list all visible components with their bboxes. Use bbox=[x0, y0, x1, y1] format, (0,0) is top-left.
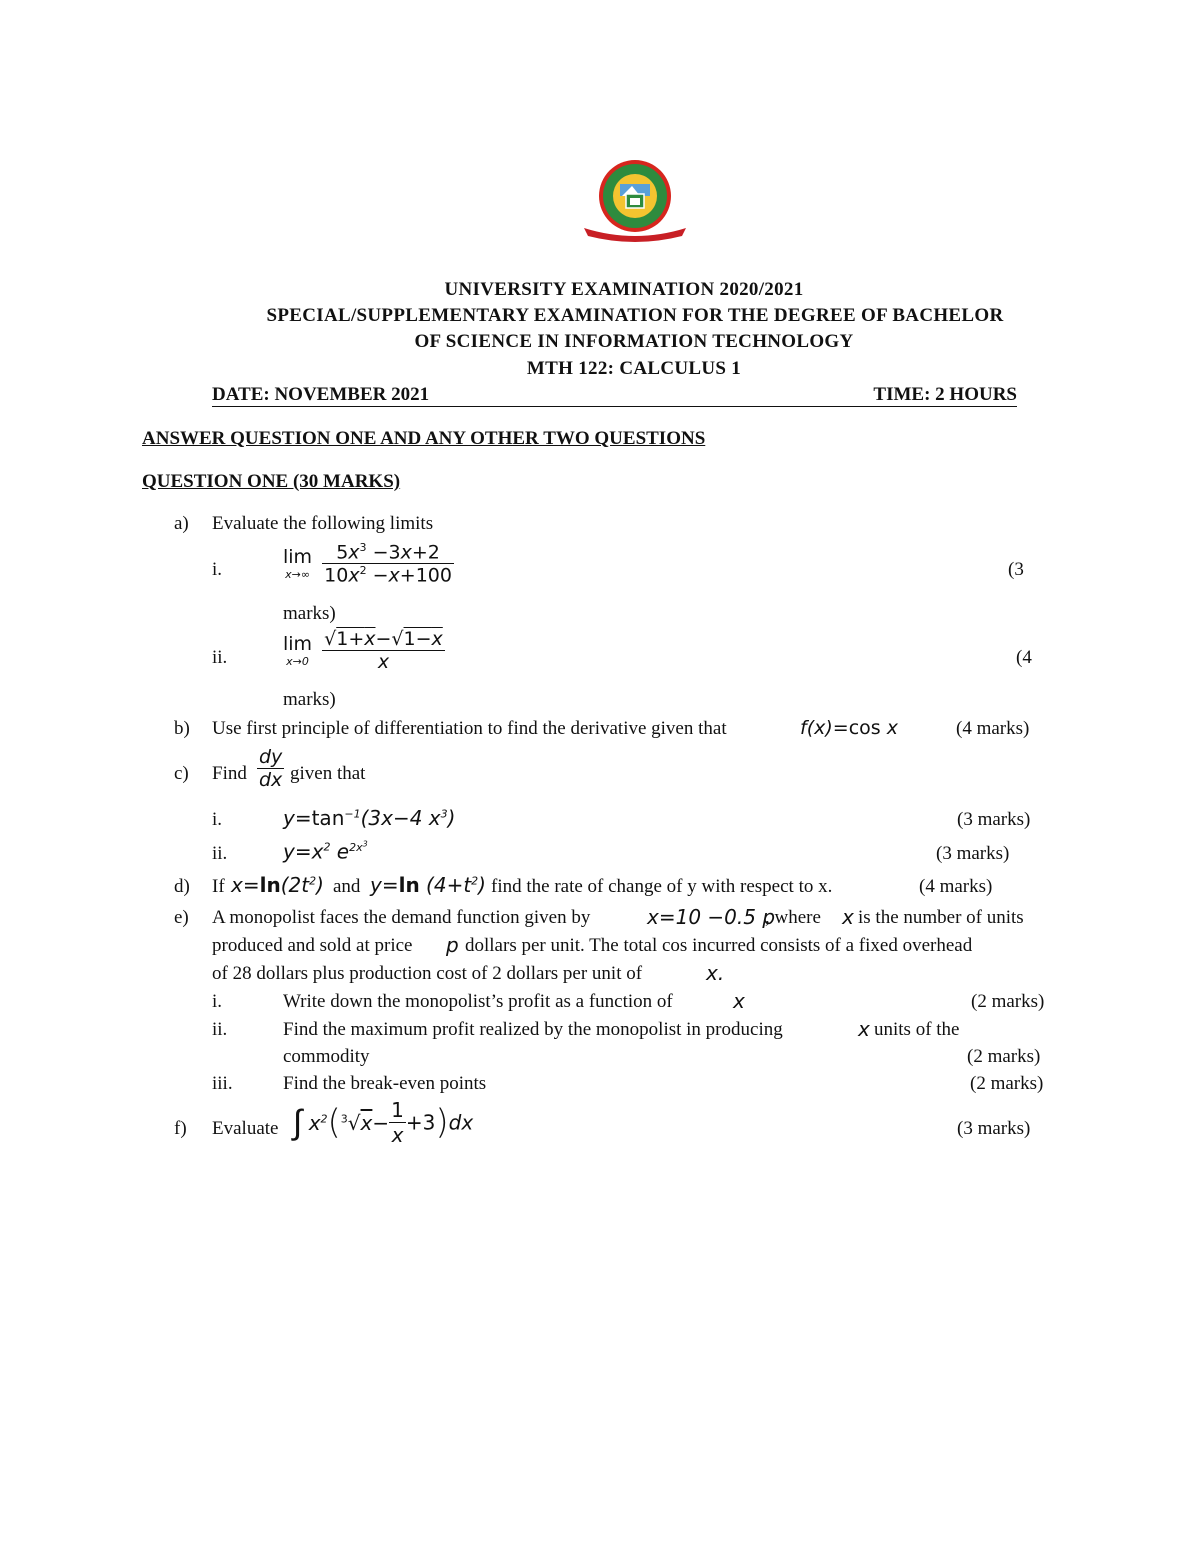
question-text: is the number of units bbox=[858, 907, 1024, 928]
function-expression: f(x)=cos x bbox=[800, 717, 898, 739]
item-label: f) bbox=[174, 1118, 187, 1139]
question-text: find the rate of change of y with respect to x. bbox=[491, 876, 833, 897]
exam-title: UNIVERSITY EXAMINATION 2020/2021 bbox=[444, 279, 804, 300]
variable-x: x bbox=[842, 905, 854, 929]
marks: (2 marks) bbox=[967, 1046, 1041, 1067]
question-text: of 28 dollars plus production cost of 2 dollars per unit of bbox=[212, 963, 643, 984]
item-label: a) bbox=[174, 513, 189, 534]
course-title: MTH 122: CALCULUS 1 bbox=[526, 358, 742, 379]
university-crest-logo bbox=[582, 158, 690, 242]
equation-d-x: $x=\ln(2t^2)$ bbox=[231, 873, 324, 897]
limit-expression-2: lim x→0 $\frac{√1+x-√1-x}{x}$ bbox=[283, 628, 443, 673]
marks: (4 marks) bbox=[956, 718, 1030, 739]
marks: (4 marks) bbox=[919, 876, 993, 897]
sub-label: i. bbox=[212, 809, 223, 830]
question-one-title: QUESTION ONE (30 MARKS) bbox=[142, 471, 401, 492]
question-text: dollars per unit. The total cos incurred consists of a fixed overhead bbox=[465, 935, 973, 956]
variable-p: p bbox=[446, 933, 459, 957]
marks: marks) bbox=[283, 689, 336, 710]
marks: (3 marks) bbox=[936, 843, 1010, 864]
sub-label: i. bbox=[212, 559, 223, 580]
exam-time: TIME: 2 HOURS bbox=[873, 384, 1017, 405]
item-label: e) bbox=[174, 907, 189, 928]
item-label: b) bbox=[174, 718, 190, 739]
variable-x: x. bbox=[706, 961, 725, 985]
variable-x: x bbox=[858, 1017, 870, 1041]
marks: (2 marks) bbox=[970, 1073, 1044, 1094]
marks: (3 marks) bbox=[957, 809, 1031, 830]
question-text: Find the break-even points bbox=[283, 1073, 487, 1094]
marks: (3 bbox=[1008, 559, 1024, 580]
dy-dx-fraction: $\frac{dy}{dx}$ bbox=[259, 746, 283, 791]
demand-function: x=10 −0.5 p bbox=[647, 905, 776, 929]
marks: (3 marks) bbox=[957, 1118, 1031, 1139]
question-text: Write down the monopolist’s profit as a function of bbox=[283, 991, 673, 1012]
question-text: commodity bbox=[283, 1046, 370, 1067]
equation-d-y: y=ln $(4+t^2)$ bbox=[370, 873, 486, 897]
sub-label: i. bbox=[212, 991, 223, 1012]
question-text: Use first principle of differentiation to find the derivative given that bbox=[212, 718, 727, 739]
question-text: If bbox=[212, 876, 225, 897]
date-time-row bbox=[212, 384, 1017, 407]
question-text: and bbox=[333, 876, 361, 897]
equation-c-i: $y=\tan^{-1}(3x-4$ $x^3$) bbox=[283, 806, 456, 830]
sub-label: ii. bbox=[212, 647, 228, 668]
variable-x: x bbox=[733, 989, 745, 1013]
degree-line: OF SCIENCE IN INFORMATION TECHNOLOGY bbox=[414, 331, 854, 352]
marks: (2 marks) bbox=[971, 991, 1045, 1012]
question-text: units of the bbox=[874, 1019, 960, 1040]
question-text: Evaluate the following limits bbox=[212, 513, 434, 534]
integral-expression: ∫ $x^2(^3√x-$ $\frac{1}{x}$ +3)dx bbox=[293, 1098, 474, 1147]
item-label: d) bbox=[174, 876, 190, 897]
exam-date: DATE: NOVEMBER 2021 bbox=[212, 384, 430, 405]
question-text: , where bbox=[765, 907, 821, 928]
marks: (4 bbox=[1016, 647, 1032, 668]
question-text: Find bbox=[212, 763, 247, 784]
limit-expression-1: lim x→∞ $\frac{5x^3 -3x+2}{10x^2 -x+100}$ bbox=[283, 541, 452, 587]
question-text: produced and sold at price bbox=[212, 935, 413, 956]
sub-label: ii. bbox=[212, 1019, 228, 1040]
instructions: ANSWER QUESTION ONE AND ANY OTHER TWO QUESTIONS bbox=[142, 428, 706, 449]
question-text: Evaluate bbox=[212, 1118, 279, 1139]
equation-c-ii: $y=x^2$ $e^{2x^3}$ bbox=[283, 839, 368, 864]
sub-label: ii. bbox=[212, 843, 228, 864]
question-text: A monopolist faces the demand function given by bbox=[212, 907, 591, 928]
sub-label: iii. bbox=[212, 1073, 233, 1094]
exam-subtitle: SPECIAL/SUPPLEMENTARY EXAMINATION FOR THE DEGREE OF BACHELOR bbox=[266, 305, 1004, 326]
question-text: Find the maximum profit realized by the monopolist in producing bbox=[283, 1019, 783, 1040]
item-label: c) bbox=[174, 763, 189, 784]
marks: marks) bbox=[283, 603, 336, 624]
question-text: given that bbox=[290, 763, 366, 784]
